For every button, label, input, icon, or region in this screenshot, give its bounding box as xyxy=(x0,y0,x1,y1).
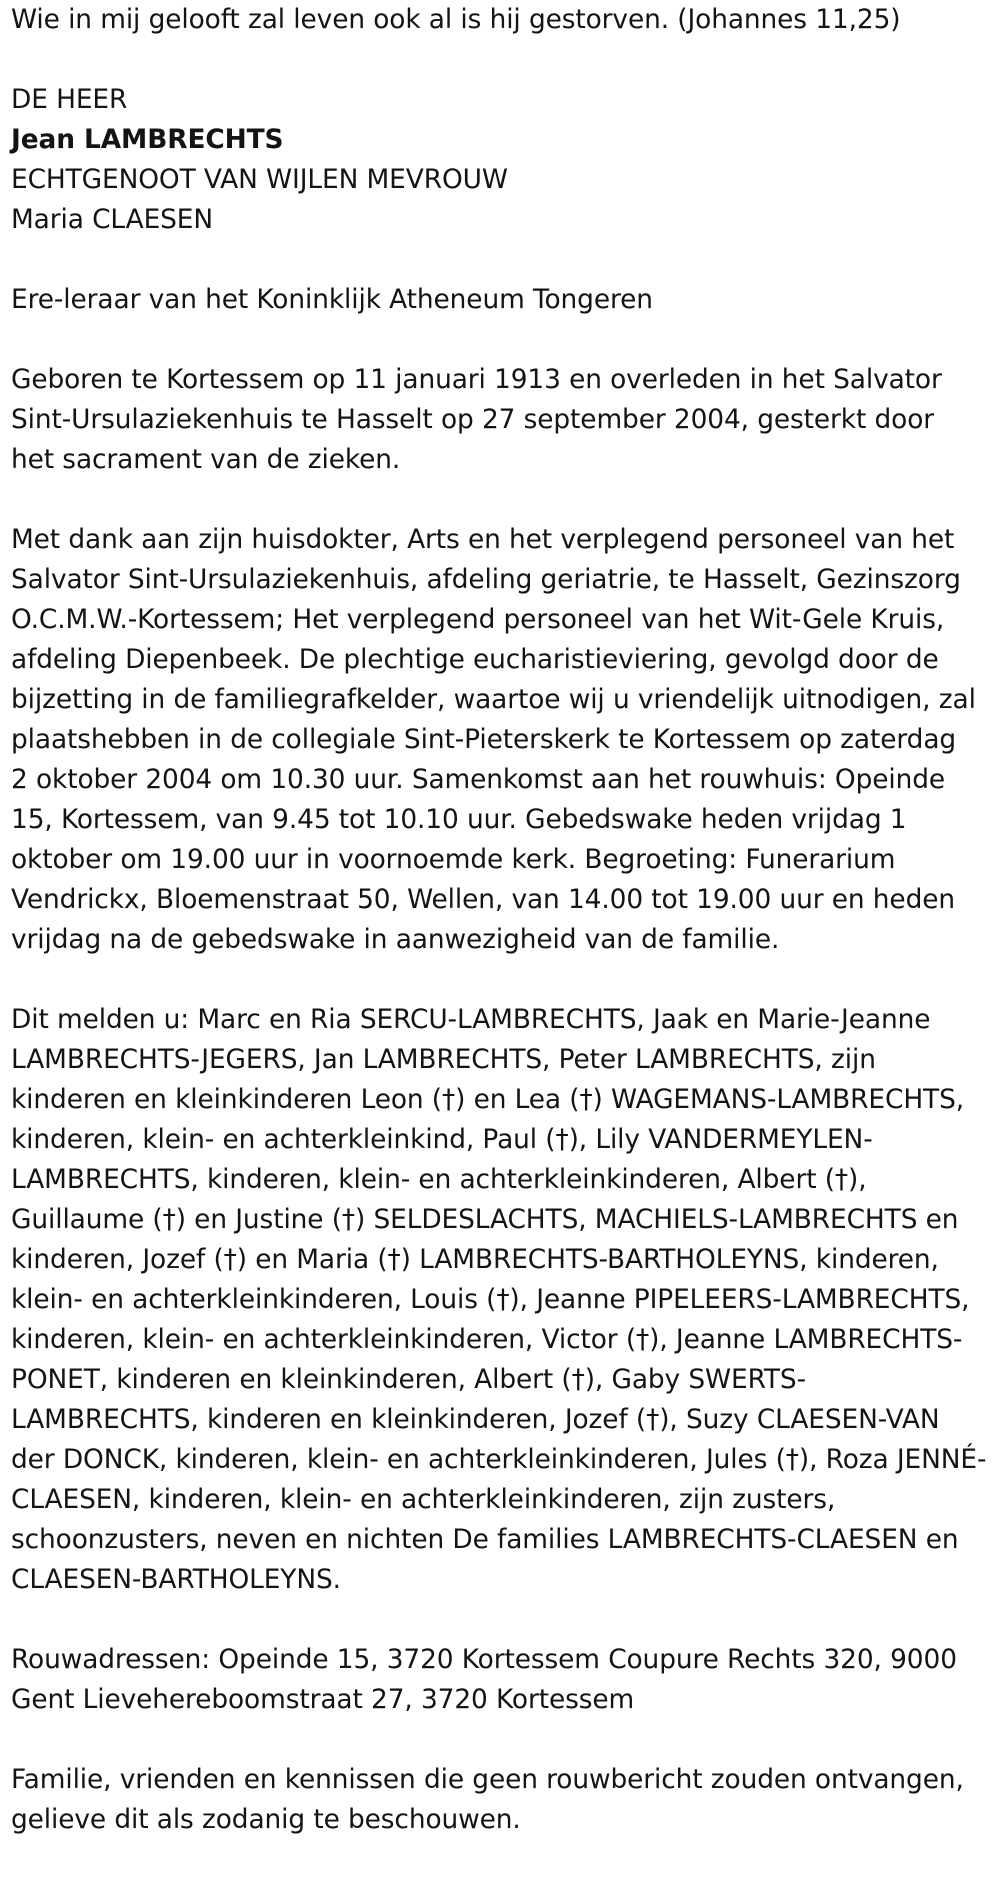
honorific: DE HEER xyxy=(11,84,128,115)
spacer xyxy=(11,240,996,280)
paragraph-line: CLAESEN, kinderen, klein- en achterkleinkinderen, zijn zusters, xyxy=(11,1484,836,1515)
paragraph-line: Vendrickx, Bloemenstraat 50, Wellen, van 14.00 tot 19.00 uur en heden xyxy=(11,884,955,915)
deceased-name: Jean LAMBRECHTS xyxy=(11,124,284,155)
closing-paragraph xyxy=(11,1760,996,1840)
spacer xyxy=(11,960,996,1000)
paragraph-line: O.C.M.W.-Kortessem; Het verplegend personeel van het Wit-Gele Kruis, xyxy=(11,604,945,635)
bible-verse: Wie in mij gelooft zal leven ook al is hij gestorven. (Johannes 11,25) xyxy=(11,4,901,35)
paragraph-line: gelieve dit als zodanig te beschouwen. xyxy=(11,1804,521,1835)
paragraph-line: Guillaume (†) en Justine (†) SELDESLACHTS, MACHIELS-LAMBRECHTS en xyxy=(11,1204,959,1235)
paragraph-line: het sacrament van de zieken. xyxy=(11,444,401,475)
paragraph-line: Sint-Ursulaziekenhuis te Hasselt op 27 september 2004, gesterkt door xyxy=(11,404,935,435)
paragraph-line: kinderen, klein- en achterkleinkinderen, Victor (†), Jeanne LAMBRECHTS- xyxy=(11,1324,963,1355)
spacer xyxy=(11,1720,996,1760)
paragraph-line: LAMBRECHTS, kinderen, klein- en achterkleinkinderen, Albert (†), xyxy=(11,1164,867,1195)
paragraph-line: plaatshebben in de collegiale Sint-Pieterskerk te Kortessem op zaterdag xyxy=(11,724,957,755)
spouse-name: Maria CLAESEN xyxy=(11,204,214,235)
addresses-paragraph xyxy=(11,1640,996,1720)
spacer xyxy=(11,1600,996,1640)
family-paragraph xyxy=(11,1000,996,1600)
paragraph-line: LAMBRECHTS-JEGERS, Jan LAMBRECHTS, Peter LAMBRECHTS, zijn xyxy=(11,1044,876,1075)
paragraph-line: Dit melden u: Marc en Ria SERCU-LAMBRECHTS, Jaak en Marie-Jeanne xyxy=(11,1004,931,1035)
spacer xyxy=(11,480,996,520)
name-block xyxy=(11,80,996,240)
paragraph-line: Met dank aan zijn huisdokter, Arts en het verplegend personeel van het xyxy=(11,524,955,555)
paragraph-line: kinderen, Jozef (†) en Maria (†) LAMBRECHTS-BARTHOLEYNS, kinderen, xyxy=(11,1244,939,1275)
birth-death-paragraph xyxy=(11,360,996,480)
paragraph-line: 15, Kortessem, van 9.45 tot 10.10 uur. Gebedswake heden vrijdag 1 xyxy=(11,804,907,835)
paragraph-line: LAMBRECHTS, kinderen en kleinkinderen, Jozef (†), Suzy CLAESEN-VAN xyxy=(11,1404,940,1435)
paragraph-line: Geboren te Kortessem op 11 januari 1913 en overleden in het Salvator xyxy=(11,364,942,395)
paragraph-line: Familie, vrienden en kennissen die geen rouwbericht zouden ontvangen, xyxy=(11,1764,964,1795)
obituary-document xyxy=(11,0,996,1840)
spacer xyxy=(11,40,996,80)
paragraph-line: afdeling Diepenbeek. De plechtige eucharistieviering, gevolgd door de xyxy=(11,644,939,675)
paragraph-line: kinderen en kleinkinderen Leon (†) en Lea (†) WAGEMANS-LAMBRECHTS, xyxy=(11,1084,965,1115)
paragraph-line: Rouwadressen: Opeinde 15, 3720 Kortessem Coupure Rechts 320, 9000 xyxy=(11,1644,957,1675)
paragraph-line: oktober om 19.00 uur in voornoemde kerk. Begroeting: Funerarium xyxy=(11,844,896,875)
honorary-title: Ere-leraar van het Koninklijk Atheneum Tongeren xyxy=(11,284,653,315)
spacer xyxy=(11,320,996,360)
paragraph-line: 2 oktober 2004 om 10.30 uur. Samenkomst aan het rouwhuis: Opeinde xyxy=(11,764,946,795)
paragraph-line: CLAESEN-BARTHOLEYNS. xyxy=(11,1564,341,1595)
paragraph-line: bijzetting in de familiegrafkelder, waartoe wij u vriendelijk uitnodigen, zal xyxy=(11,684,976,715)
thanks-paragraph xyxy=(11,520,996,960)
relation-line: ECHTGENOOT VAN WIJLEN MEVROUW xyxy=(11,164,508,195)
paragraph-line: Salvator Sint-Ursulaziekenhuis, afdeling geriatrie, te Hasselt, Gezinszorg xyxy=(11,564,961,595)
paragraph-line: der DONCK, kinderen, klein- en achterkleinkinderen, Jules (†), Roza JENNÉ- xyxy=(11,1444,987,1475)
paragraph-line: Gent Lievehereboomstraat 27, 3720 Kortessem xyxy=(11,1684,635,1715)
paragraph-line: PONET, kinderen en kleinkinderen, Albert (†), Gaby SWERTS- xyxy=(11,1364,806,1395)
paragraph-line: klein- en achterkleinkinderen, Louis (†), Jeanne PIPELEERS-LAMBRECHTS, xyxy=(11,1284,970,1315)
paragraph-line: kinderen, klein- en achterkleinkind, Paul (†), Lily VANDERMEYLEN- xyxy=(11,1124,873,1155)
paragraph-line: schoonzusters, neven en nichten De families LAMBRECHTS-CLAESEN en xyxy=(11,1524,959,1555)
paragraph-line: vrijdag na de gebedswake in aanwezigheid van de familie. xyxy=(11,924,780,955)
